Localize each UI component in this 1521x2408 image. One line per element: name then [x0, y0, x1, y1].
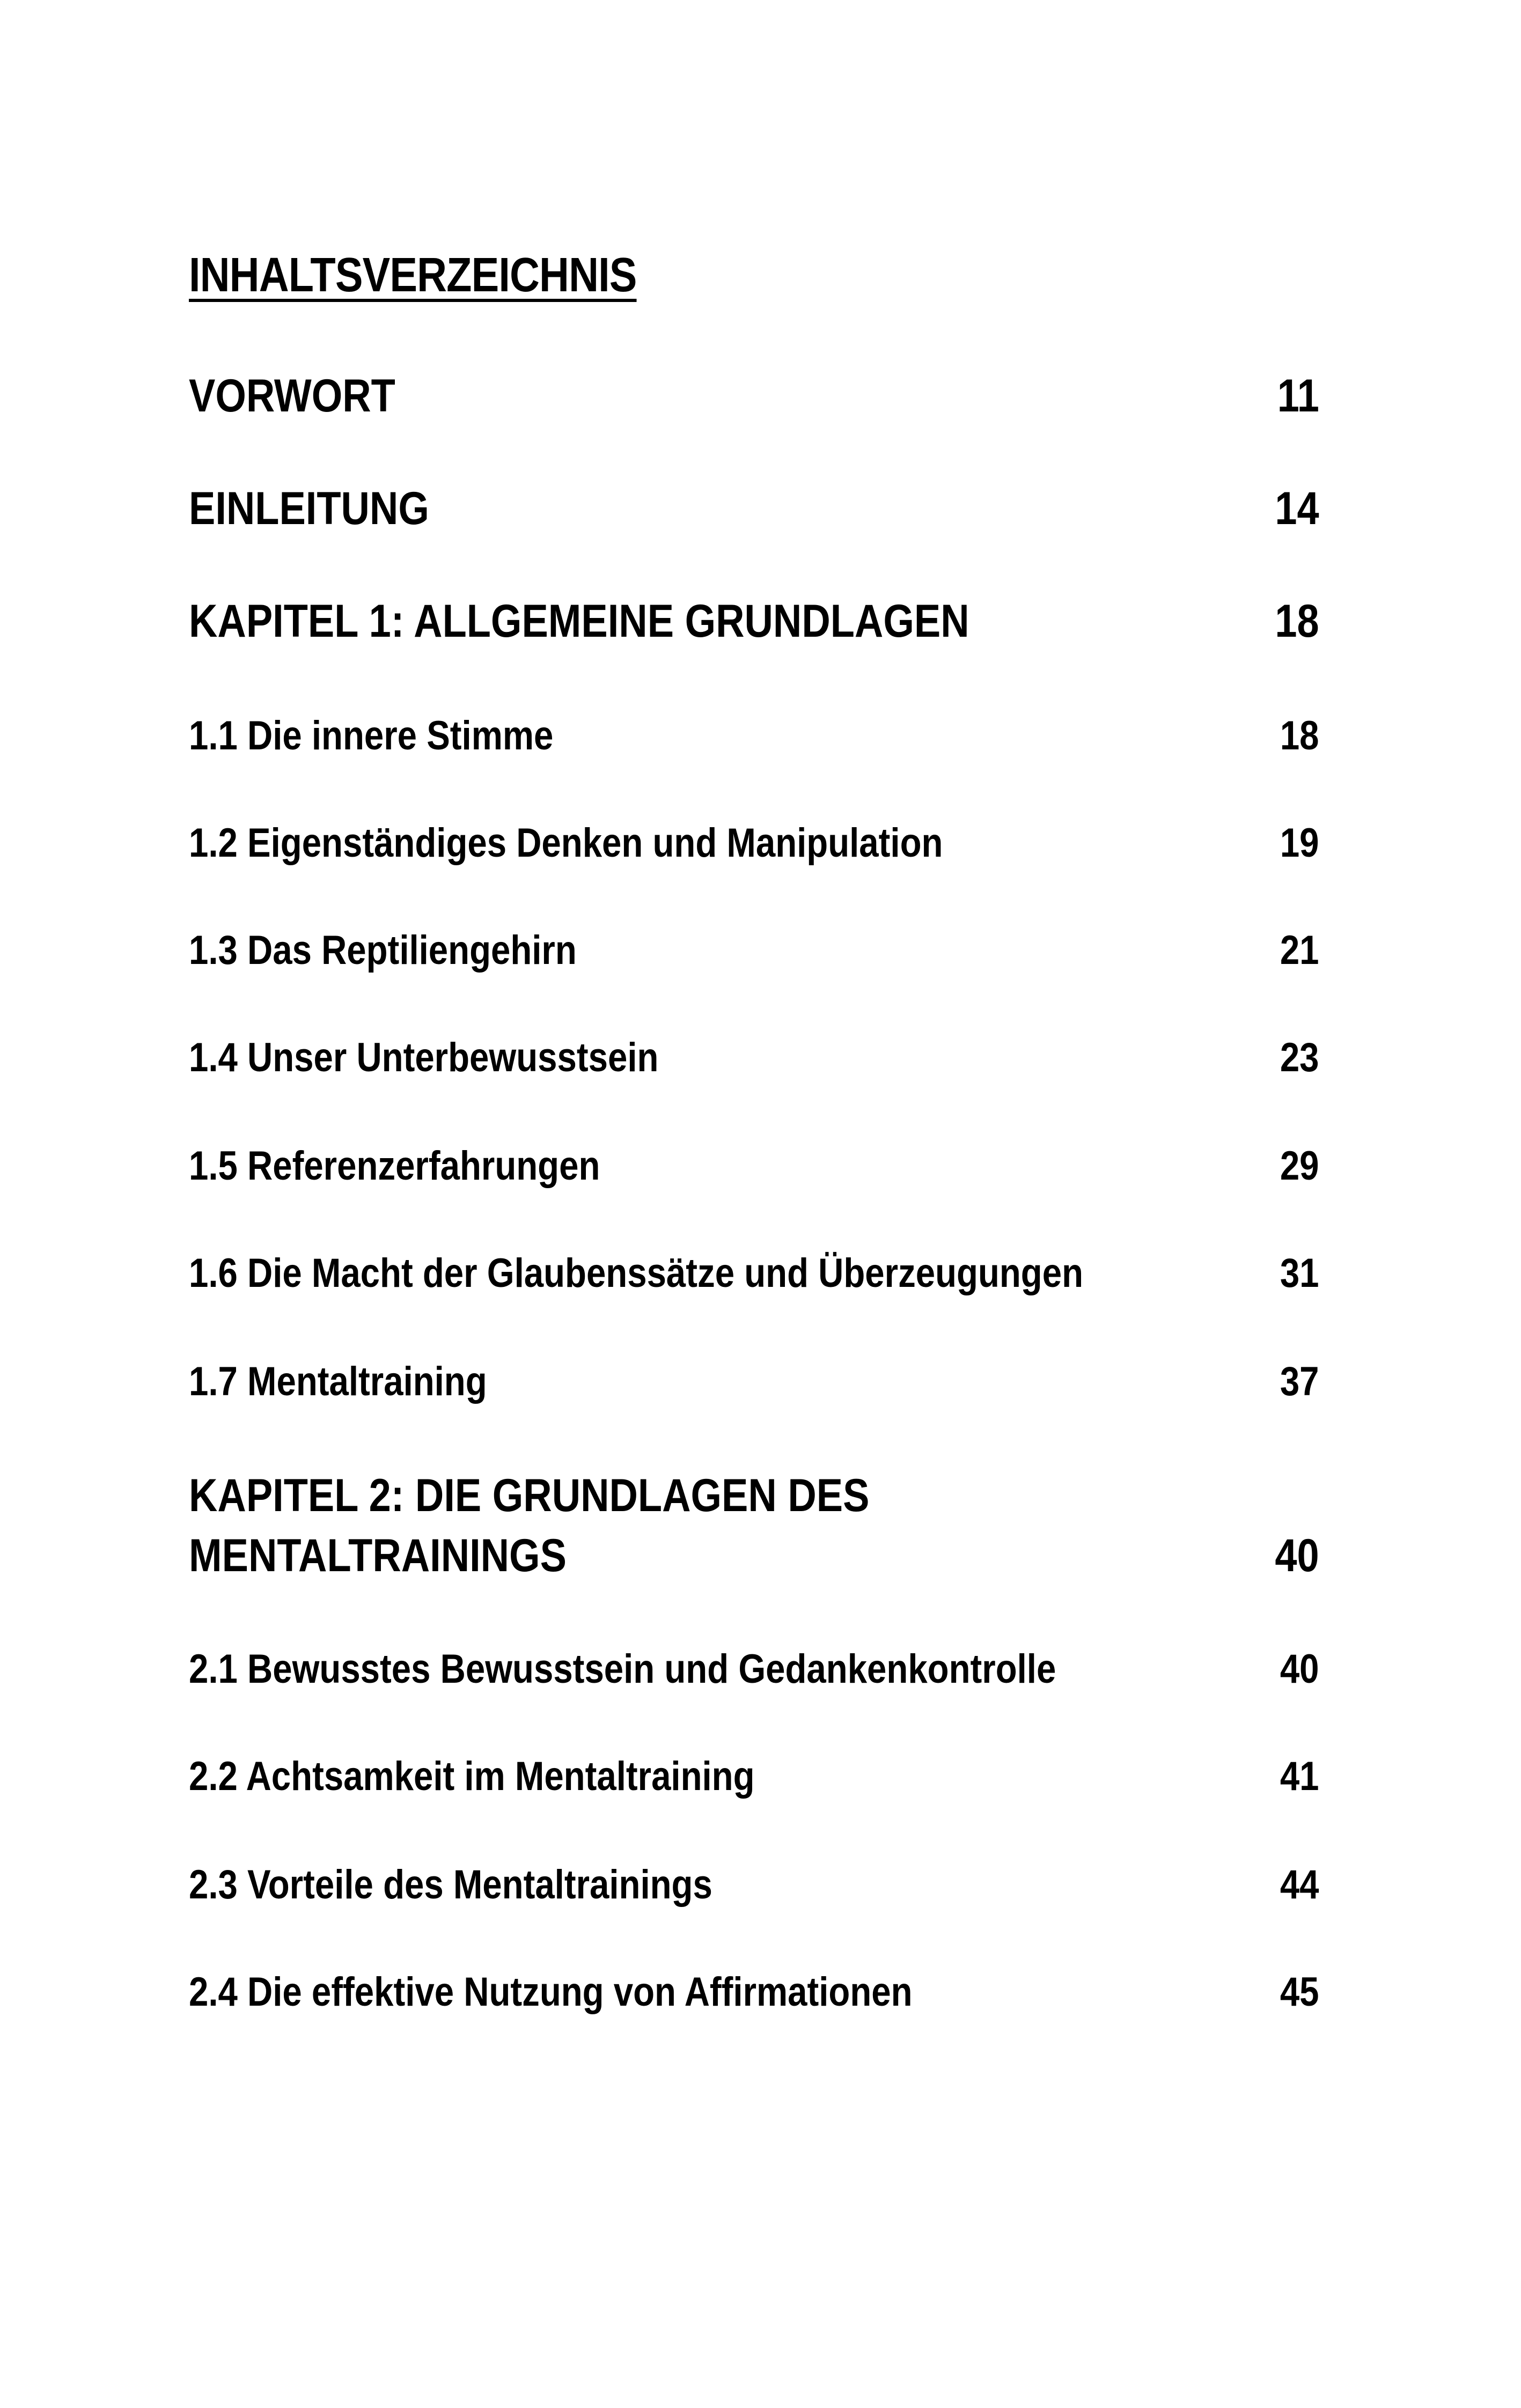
toc-entry-page: 31 [1280, 1250, 1319, 1296]
toc-entry-title: 1.5 Referenzerfahrungen [189, 1143, 600, 1189]
toc-entry-1-2[interactable] [189, 816, 1319, 870]
toc-entry-1-4[interactable] [189, 1031, 1319, 1085]
toc-entry-kapitel-1[interactable] [189, 591, 1319, 651]
toc-entry-page: 41 [1280, 1754, 1319, 1799]
toc-entry-1-3[interactable] [189, 924, 1319, 977]
toc-entry-1-1[interactable] [189, 709, 1319, 763]
toc-entry-page: 44 [1280, 1862, 1319, 1908]
toc-entry-title: 2.2 Achtsamkeit im Mentaltraining [189, 1754, 755, 1799]
toc-entry-2-3[interactable] [189, 1858, 1319, 1912]
toc-entry-title: 1.3 Das Reptiliengehirn [189, 927, 577, 973]
toc-entry-title [189, 1466, 881, 1586]
toc-entry-title-line-1: KAPITEL 2: DIE GRUNDLAGEN DES [189, 1470, 870, 1521]
toc-entry-title: 2.3 Vorteile des Mentaltrainings [189, 1862, 712, 1908]
toc-entry-page: 37 [1280, 1359, 1319, 1404]
toc-entry-page: 29 [1280, 1143, 1319, 1189]
toc-entry-einleitung[interactable] [189, 478, 1319, 539]
toc-entry-2-4[interactable] [189, 1965, 1319, 2019]
toc-entry-page: 40 [1280, 1646, 1319, 1692]
toc-entry-page: 23 [1280, 1035, 1319, 1080]
toc-entry-title: 1.7 Mentaltraining [189, 1359, 487, 1404]
toc-entry-kapitel-2[interactable] [189, 1466, 1319, 1586]
toc-entry-page: 18 [1280, 713, 1319, 759]
toc-entry-1-7[interactable] [189, 1355, 1319, 1409]
toc-entry-title: KAPITEL 1: ALLGEMEINE GRUNDLAGEN [189, 595, 969, 647]
toc-entry-vorwort[interactable] [189, 366, 1319, 426]
toc-entry-page: 40 [1275, 1530, 1319, 1581]
toc-entry-page: 19 [1280, 820, 1319, 866]
toc-entry-page: 21 [1280, 927, 1319, 973]
toc-entry-2-2[interactable] [189, 1750, 1319, 1803]
toc-entry-title: 1.1 Die innere Stimme [189, 713, 554, 759]
toc-entry-page: 14 [1275, 483, 1319, 534]
toc-entry-page: 45 [1280, 1969, 1319, 2015]
toc-entry-title: 1.6 Die Macht der Glaubenssätze und Überzeugungen [189, 1250, 1084, 1296]
toc-entry-1-5[interactable] [189, 1139, 1319, 1193]
toc-entry-title: 2.1 Bewusstes Bewusstsein und Gedankenkontrolle [189, 1646, 1056, 1692]
toc-entry-title: VORWORT [189, 370, 395, 422]
toc-entry-title-line-2: MENTALTRAININGS [189, 1530, 567, 1581]
toc-entry-page: 18 [1275, 595, 1319, 647]
toc-entry-2-1[interactable] [189, 1643, 1319, 1696]
toc-entry-title: 2.4 Die effektive Nutzung von Affirmationen [189, 1969, 913, 2015]
toc-entry-page: 11 [1277, 370, 1319, 422]
toc-heading: INHALTSVERZEICHNIS [189, 248, 637, 302]
toc-entry-1-6[interactable] [189, 1247, 1319, 1300]
toc-entry-title: 1.4 Unser Unterbewusstsein [189, 1035, 659, 1080]
toc-entry-title: EINLEITUNG [189, 483, 429, 534]
toc-entry-title: 1.2 Eigenständiges Denken und Manipulation [189, 820, 943, 866]
